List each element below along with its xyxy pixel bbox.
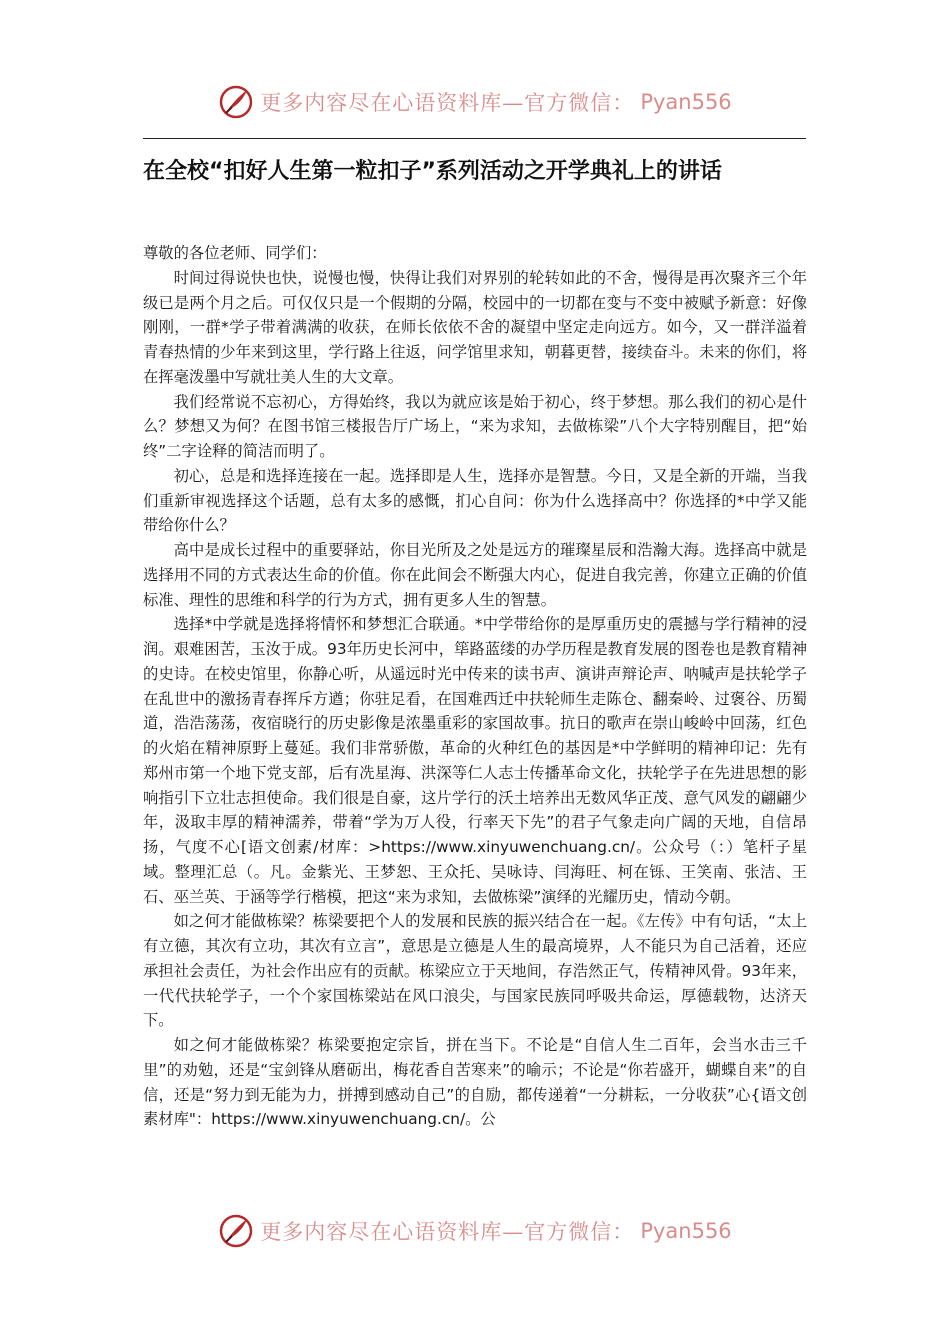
title-divider bbox=[143, 138, 806, 139]
paragraph: 如之何才能做栋梁？栋梁要把个人的发展和民族的振兴结合在一起。《左传》中有句话，“太上有立德，其次有立功，其次有立言”，意思是立德是人生的最高境界，人不能只为自己活着，还应承担社会责任，为社会作出应有的贡献。栋梁应立于天地间，存浩然正气，传精神风骨。93年来，一代代扶轮学子，一个个家国栋梁站在风口浪尖，与国家民族同呼吸共命运，厚德载物，达济天下。 bbox=[143, 912, 807, 1030]
paragraph: 我们经常说不忘初心，方得始终，我以为就应该是始于初心，终于梦想。那么我们的初心是什么？梦想又为何？在图书馆三楼报告厅广场上，“来为求知，去做栋梁”八个大字特别醒目，把“始终”二字诠释的简洁而明了。 bbox=[143, 392, 807, 460]
header-watermark-banner bbox=[0, 80, 950, 124]
greeting: 尊敬的各位老师、同学们： bbox=[143, 244, 327, 262]
quill-seal-logo-icon bbox=[218, 1213, 254, 1249]
wechat-id: Pyan556 bbox=[640, 1219, 732, 1243]
watermark-text: 更多内容尽在心语资料库—官方微信： bbox=[260, 91, 635, 115]
document-title: 在全校“扣好人生第一粒扣子”系列活动之开学典礼上的讲话 bbox=[143, 159, 722, 184]
wechat-id: Pyan556 bbox=[640, 90, 732, 114]
document-body bbox=[143, 241, 807, 1132]
paragraph: 初心，总是和选择连接在一起。选择即是人生，选择亦是智慧。今日，又是全新的开端，当我们重新审视选择这个话题，总有太多的感慨，扪心自问：你为什么选择高中？你选择的*中学又能带给你什么？ bbox=[143, 466, 807, 535]
paragraph: 选择*中学就是选择将情怀和梦想汇合联通。*中学带给你的是厚重历史的震撼与学行精神的浸润。艰难困苦，玉汝于成。93年历史长河中，筚路蓝缕的办学历程是教育发展的图卷也是教育精神的史诗。在校史馆里，你静心听，从遥远时光中传来的读书声、演讲声辩论声、呐喊声是扶轮学子在乱世中的激扬青春挥斥方遒；你驻足看，在国难西迁中扶轮师生走陈仓、翻秦岭、过褒谷、历蜀道，浩浩荡荡，夜宿晓行的历史影像是浓墨重彩的家国故事。抗日的歌声在崇山峻岭中回荡，红色的火焰在精神原野上蔓延。我们非常骄傲，革命的火种红色的基因是*中学鲜明的精神印记：先有郑州市第一个地下党支部，后有冼星海、洪深等仁人志士传播革命文化，扶轮学子在先进思想的影响指引下立壮志担使命。我们很是自豪，这片学行的沃土培养出无数风华正茂、意气风发的翩翩少年，汲取丰厚的精神濡养，带着“学为万人役，行率天下先”的君子气象走向广阔的天地，自信昂扬，气度不心[语文创素/材库：>https://www.xinyuwenchuang.cn/。公众号（：）笔杆子星域。整理汇总（。凡。金紫光、王梦恕、王众托、吴咏诗、闫海旺、柯在铄、王笑南、张洁、王石、巫兰英、于涵等学行楷模，把这“来为求知，去做栋梁”演绎的光耀历史，情动今朝。 bbox=[143, 615, 807, 906]
quill-seal-logo-icon bbox=[218, 84, 254, 120]
paragraph: 如之何才能做栋梁？栋梁要抱定宗旨，拼在当下。不论是“自信人生二百年，会当水击三千里”的劝勉，还是“宝剑锋从磨砺出，梅花香自苦寒来”的喻示；不论是“你若盛开，蝴蝶自来”的自信，还是“努力到无能为力，拼搏到感动自己”的自励，都传递着“一分耕耘，一分收获”心{语文创素材库"：https://www.xinyuwenchuang.cn/。公 bbox=[143, 1036, 807, 1129]
watermark-text: 更多内容尽在心语资料库—官方微信： bbox=[260, 1220, 635, 1244]
footer-watermark-banner bbox=[0, 1209, 950, 1253]
paragraph: 时间过得说快也快，说慢也慢，快得让我们对界别的轮转如此的不舍，慢得是再次聚齐三个年级已是两个月之后。可仅仅只是一个假期的分隔，校园中的一切都在变与不变中被赋予新意：好像刚刚，一群*学子带着满满的收获，在师长依依不舍的凝望中坚定走向远方。如今，又一群洋溢着青春热情的少年来到这里，学行路上往返，问学馆里求知，朝暮更替，接续奋斗。未来的你们，将在挥毫泼墨中写就壮美人生的大文章。 bbox=[143, 268, 807, 386]
paragraph: 高中是成长过程中的重要驿站，你目光所及之处是远方的璀璨星辰和浩瀚大海。选择高中就是选择用不同的方式表达生命的价值。你在此间会不断强大内心，促进自我完善，你建立正确的价值标准、理性的思维和科学的行为方式，拥有更多人生的智慧。 bbox=[143, 541, 807, 609]
